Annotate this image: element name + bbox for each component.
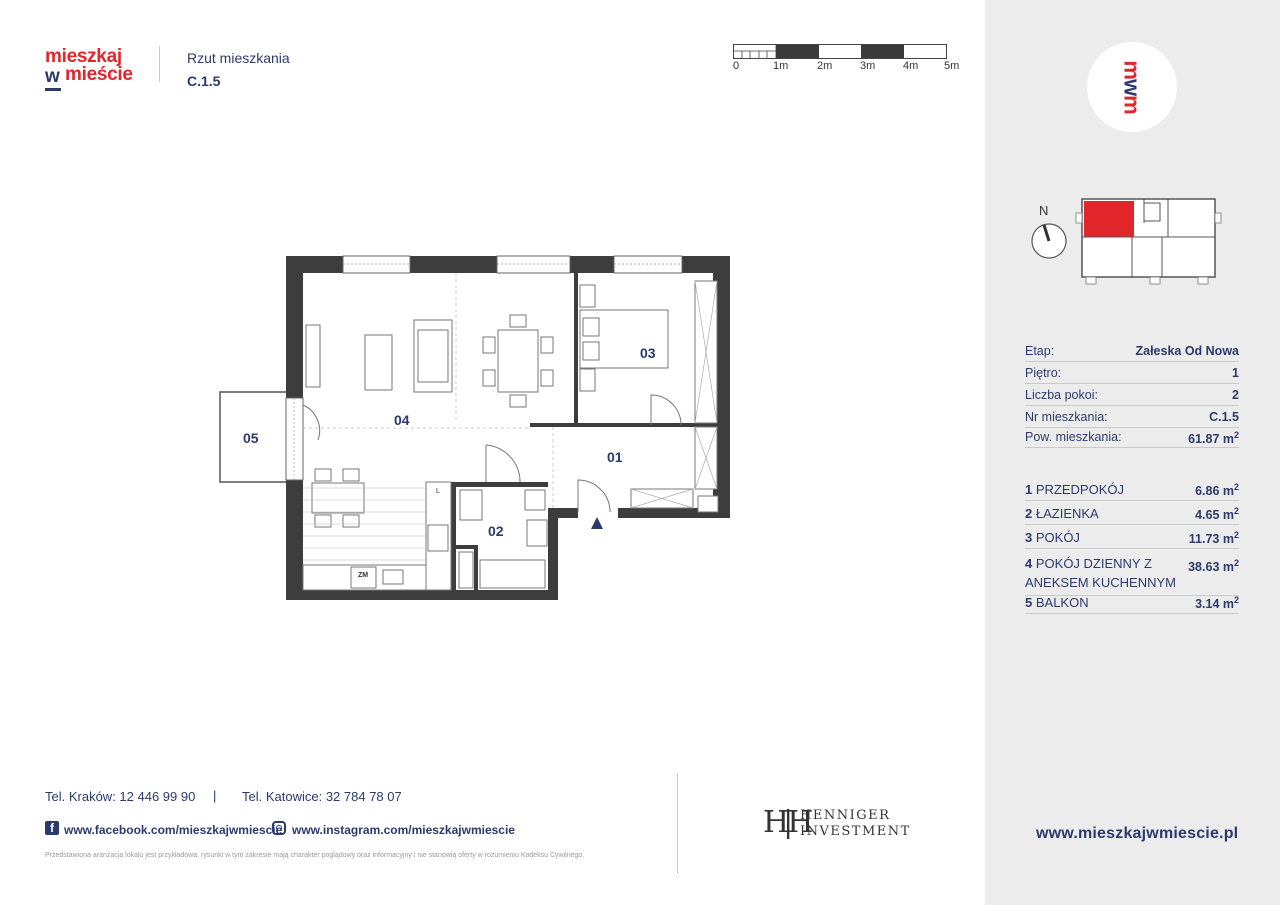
scale-label: 4m	[903, 60, 919, 72]
website-link[interactable]: www.mieszkajwmiescie.pl	[1036, 825, 1239, 842]
room-row-2: 2 ŁAZIENKA 4.65 $m^2$	[1025, 506, 1239, 525]
compass-north-label: N	[1039, 203, 1049, 218]
phone-katowice[interactable]: Tel. Katowice: 32 784 78 07	[242, 789, 402, 804]
detail-row-rooms: Liczba pokoi: 2	[1025, 388, 1239, 406]
phone-krakow[interactable]: Tel. Kraków: 12 446 99 90	[45, 789, 196, 804]
investor-logo-mark: H|H	[763, 805, 808, 840]
facebook-link[interactable]: www.facebook.com/mieszkajwmiescie	[64, 823, 283, 837]
facebook-icon: f	[45, 821, 59, 835]
phone-separator: |	[213, 788, 217, 803]
scale-bar	[733, 44, 948, 60]
scale-label: 0	[733, 60, 740, 72]
scale-label: 5m	[944, 60, 960, 72]
room-row-4: 4 POKÓJ DZIENNY Z ANEKSEM KUCHENNYM 38.63 $m^2$	[1025, 554, 1239, 596]
detail-row-apartment-no: Nr mieszkania: C.1.5	[1025, 410, 1239, 428]
room-row-1: 1 PRZEDPOKÓJ 6.86 $m^2$	[1025, 482, 1239, 501]
entrance-arrow	[591, 517, 603, 529]
room-label-04: 04	[394, 412, 410, 428]
fixture-label: L	[436, 488, 440, 495]
logo-underline	[45, 88, 61, 91]
scale-label: 3m	[860, 60, 876, 72]
apartment-code: C.1.5	[187, 73, 221, 89]
instagram-icon	[272, 821, 286, 835]
document-label: Rzut mieszkania	[187, 50, 290, 66]
room-label-02: 02	[488, 523, 504, 539]
room-label-03: 03	[640, 345, 656, 361]
scale-label: 1m	[773, 60, 789, 72]
fridge-label: ZM	[358, 572, 369, 579]
room-row-5: 5 BALKON 3.14 $m^2$	[1025, 595, 1239, 614]
investor-logo-text: HENNIGER INVESTMENT	[800, 808, 911, 839]
logo-text-w: w	[45, 66, 60, 87]
bed	[580, 285, 668, 391]
header-divider	[159, 46, 160, 82]
brand-badge-mark: mwm	[1120, 60, 1145, 114]
dining-table	[483, 315, 553, 407]
footer-divider	[677, 773, 678, 873]
logo-text-mieszkaj: mieszkaj	[45, 46, 122, 67]
detail-row-floor: Piętro: 1	[1025, 366, 1239, 384]
detail-row-area: Pow. mieszkania: 61.87 $m^2$	[1025, 430, 1239, 447]
scale-label: 2m	[817, 60, 833, 72]
room-label-05: 05	[243, 430, 259, 446]
detail-row-stage: Etap: Załeska Od Nowa	[1025, 344, 1239, 362]
info-panel	[985, 0, 1280, 905]
room-label-01: 01	[607, 449, 623, 465]
logo-text-miescie: mieście	[65, 64, 133, 85]
instagram-link[interactable]: www.instagram.com/mieszkajwmiescie	[292, 823, 515, 837]
compass-icon	[1030, 203, 1070, 261]
building-key-plan	[1072, 195, 1227, 287]
disclaimer: Przedstawiona aranżacja lokalu jest przykładowa, rysunki w tym zakresie mają charakter poglądowy oraz informacyjny i nie stanowią oferty w rozumieniu Kodeksu Cywilnego.	[45, 852, 585, 859]
room-row-3: 3 POKÓJ 11.73 $m^2$	[1025, 530, 1239, 549]
floor-plan	[210, 250, 740, 610]
